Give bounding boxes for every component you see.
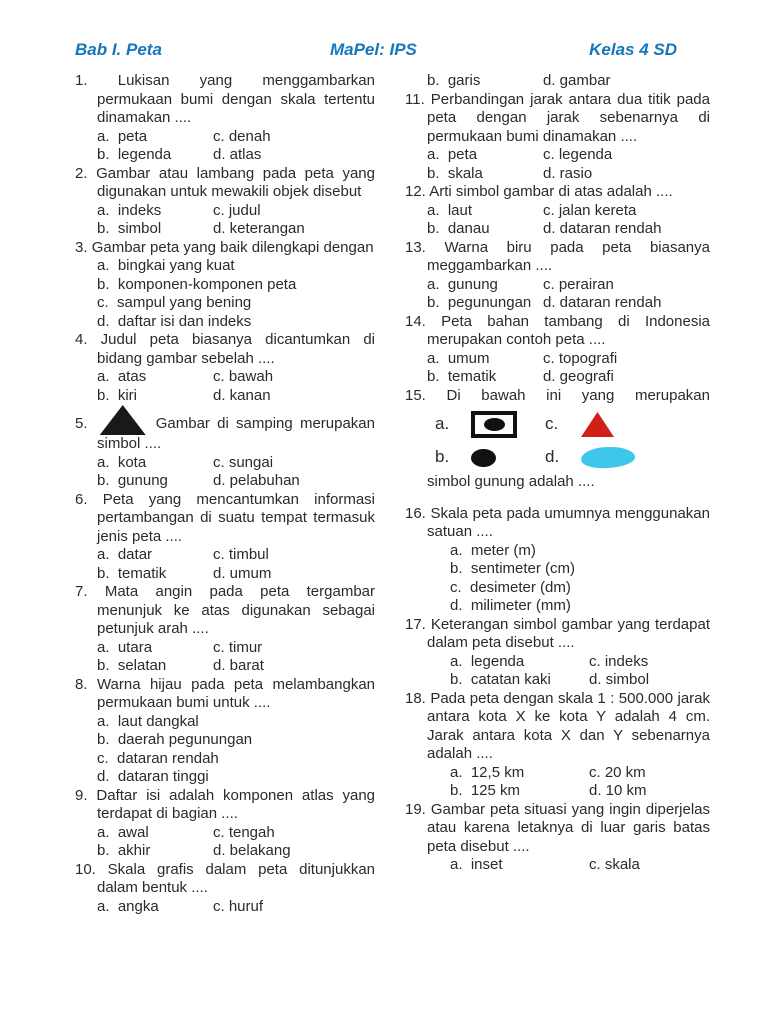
option-c: c. timbul (213, 546, 269, 563)
symbol-option-label: c. (545, 414, 559, 434)
question-after-text: simbol gunung adalah .... (427, 473, 595, 490)
question-number: 1. (75, 72, 88, 89)
option-d: d. dataran rendah (543, 294, 662, 311)
option-a: a. umum (427, 349, 490, 367)
question-number: 15. (405, 386, 426, 404)
option-b: b. gunung (97, 472, 168, 489)
question-6 (75, 491, 375, 584)
question-14 (405, 313, 710, 387)
option-b: b. tematik (97, 564, 167, 582)
question-text (405, 689, 710, 764)
option-row (97, 639, 375, 658)
question-15 (405, 387, 710, 492)
question-2 (75, 165, 375, 239)
question-body: Gambar peta yang baik dilengkapi dengan (91, 238, 374, 256)
question-number: 2. (75, 164, 88, 182)
option-b: b. sentimeter (cm) (450, 560, 576, 577)
option-d: d. pelabuhan (213, 472, 300, 489)
option-row (450, 856, 710, 875)
question-text (75, 405, 375, 454)
question-number: 6. (75, 490, 88, 508)
question-number: 19. (405, 800, 426, 818)
question-11 (405, 91, 710, 184)
option-b: b. kiri (97, 386, 138, 404)
option-row (450, 764, 710, 783)
question-body: Skala grafis dalam peta ditunjukkan dalam bentuk .... (97, 860, 376, 896)
option-a: a. angka (97, 897, 159, 915)
question-number: 5. (75, 415, 88, 432)
option-row (450, 579, 710, 598)
option-a: a. inset (450, 856, 503, 873)
option-row (97, 257, 375, 276)
question-17 (405, 616, 710, 690)
option-d: d. barat (213, 657, 264, 674)
question-body: Skala peta pada umumnya menggunakan satuan .... (427, 504, 710, 540)
option-d: d. rasio (543, 164, 593, 182)
option-b: b. selatan (97, 657, 167, 674)
question-12 (405, 183, 710, 239)
question-number: 9. (75, 786, 88, 804)
question-body: Daftar isi adalah komponen atlas yang terdapat di bagian .... (96, 786, 376, 822)
question-text (405, 615, 710, 653)
question-text (405, 504, 710, 542)
question-number: 3. (75, 238, 88, 256)
question-16 (405, 505, 710, 616)
option-a: a. bingkai yang kuat (97, 257, 235, 274)
option-row (97, 731, 375, 750)
option-row (97, 387, 375, 406)
option-a: a. awal (97, 823, 149, 841)
question-body: Warna hijau pada peta melambangkan permukaan bumi untuk .... (96, 675, 376, 711)
option-c: c. perairan (543, 275, 614, 293)
option-row (427, 350, 710, 369)
column-left (75, 72, 375, 916)
option-b: b. simbol (97, 220, 162, 237)
question-body: Mata angin pada peta tergambar menunjuk ke atas digunakan sebagai petunjuk arah .... (97, 583, 375, 637)
question-body: Warna biru pada peta biasanya meggambarkan .... (427, 238, 710, 274)
option-d: d. gambar (543, 72, 611, 89)
option-b: b. tematik (427, 368, 497, 385)
question-text (75, 860, 376, 898)
option-row (97, 750, 375, 769)
question-text (75, 72, 375, 128)
option-d: d. dataran rendah (543, 220, 662, 237)
symbol-option-label: a. (435, 414, 450, 434)
option-d: d. 10 km (589, 782, 647, 799)
question-number: 7. (75, 583, 88, 600)
question-5 (75, 405, 375, 491)
option-row (97, 454, 375, 473)
option-row (97, 313, 375, 332)
option-a: a. utara (97, 638, 153, 656)
option-row (427, 294, 710, 313)
question-number: 14. (405, 312, 426, 330)
question-9 (75, 787, 375, 861)
question-number: 4. (75, 331, 88, 348)
question-columns (75, 72, 768, 916)
option-b: b. akhir (97, 842, 151, 859)
option-b: b. pegunungan (427, 294, 532, 311)
question-body: Lukisan yang menggambarkan permukaan bumi dengan skala tertentu dinamakan .... (97, 72, 375, 126)
option-row (97, 294, 375, 313)
question-body: Peta yang mencantumkan informasi pertambangan di suatu tempat termasuk jenis peta .... (97, 490, 375, 545)
option-row (97, 768, 375, 787)
option-row (450, 671, 710, 690)
question-text (405, 90, 710, 147)
option-row (97, 276, 375, 295)
option-b: b. legenda (97, 146, 172, 163)
question-text (405, 183, 710, 202)
question-10 (75, 861, 375, 917)
option-c: c. sampul yang bening (97, 294, 252, 311)
option-a: a. peta (427, 146, 478, 163)
symbol-option-label: d. (545, 447, 560, 467)
option-b: b. danau (427, 220, 490, 237)
oval-icon (484, 418, 505, 431)
option-a: a. peta (97, 127, 148, 145)
option-c: c. denah (213, 127, 271, 145)
option-d: d. atlas (213, 146, 262, 163)
option-c: c. legenda (543, 146, 613, 163)
question-text (405, 238, 710, 276)
option-row (97, 202, 375, 221)
option-c: c. 20 km (589, 763, 646, 781)
question-7 (75, 583, 375, 676)
option-row (97, 146, 375, 165)
option-c: c. skala (589, 856, 640, 873)
option-row (97, 657, 375, 676)
question-text (75, 583, 375, 639)
question-18 (405, 690, 710, 801)
option-c: c. bawah (213, 368, 274, 385)
option-row (97, 128, 375, 147)
option-d: d. daftar isi dan indeks (97, 312, 252, 330)
option-a: a. meter (m) (450, 541, 536, 559)
option-b: b. skala (427, 164, 483, 182)
subject-title: MaPel: IPS (329, 40, 417, 59)
question-continuation (405, 72, 710, 91)
question-text (75, 675, 376, 713)
mountain-triangle-symbol (100, 405, 146, 435)
option-row (427, 202, 710, 221)
option-row (97, 220, 375, 239)
option-c: c. sungai (213, 453, 274, 471)
symbol-option-label: b. (435, 447, 450, 467)
option-row (427, 72, 710, 91)
option-row (450, 782, 710, 801)
option-a: a. indeks (97, 201, 162, 219)
option-row (427, 165, 710, 184)
option-row (97, 824, 375, 843)
question-body: Gambar peta situasi yang ingin diperjelas atau karena letaknya di luar garis batas peta disebut .... (427, 800, 711, 855)
question-text (405, 312, 710, 350)
question-text (75, 238, 375, 258)
option-a: a. laut (427, 201, 473, 219)
question-number: 8. (75, 675, 88, 693)
option-c: c. indeks (589, 652, 649, 670)
question-text (75, 164, 375, 202)
question-body: Arti simbol gambar di atas adalah .... (429, 183, 673, 200)
rect-oval-symbol (471, 411, 517, 438)
option-d: d. milimeter (mm) (450, 597, 571, 614)
black-oval-symbol (471, 449, 496, 467)
option-row (450, 542, 710, 561)
option-a: a. 12,5 km (450, 763, 525, 781)
option-b: b. komponen-komponen peta (97, 275, 297, 293)
question-8 (75, 676, 375, 787)
question-body: Keterangan simbol gambar yang terdapat dalam peta disebut .... (427, 615, 710, 651)
option-row (450, 597, 710, 616)
option-d: d. simbol (589, 671, 650, 688)
option-d: d. geografi (543, 368, 614, 385)
option-row (97, 842, 375, 861)
option-c: c. jalan kereta (543, 201, 637, 219)
option-b: b. daerah pegunungan (97, 731, 253, 748)
option-row (97, 368, 375, 387)
question-number: 12. (405, 183, 426, 200)
option-row (97, 546, 375, 565)
option-row (427, 276, 710, 295)
question-body: Perbandingan jarak antara dua titik pada peta dengan jarak sebenarnya di permukaan bumi dinamakan .... (427, 90, 710, 145)
question-text (405, 386, 710, 406)
option-d: d. keterangan (213, 220, 305, 237)
symbol-options-grid (435, 411, 710, 468)
option-c: c. timur (213, 638, 263, 656)
option-c: c. desimeter (dm) (450, 578, 571, 596)
grade-title: Kelas 4 SD (589, 40, 677, 59)
option-c: c. judul (213, 201, 261, 219)
option-row (427, 368, 710, 387)
question-body: Peta bahan tambang di Indonesia merupakan contoh peta .... (427, 312, 710, 348)
option-c: c. tengah (213, 823, 275, 841)
option-c: c. huruf (213, 897, 264, 915)
question-1 (75, 72, 375, 165)
question-number: 18. (405, 689, 426, 707)
option-row (97, 472, 375, 491)
question-text (75, 331, 375, 368)
question-body: Judul peta biasanya dicantumkan di bidang gambar sebelah .... (97, 331, 375, 367)
option-d: d. dataran tinggi (97, 768, 209, 785)
page-header (75, 40, 710, 62)
option-row (97, 898, 375, 917)
option-c: c. dataran rendah (97, 749, 219, 767)
option-row (450, 653, 710, 672)
option-d: d. kanan (213, 386, 271, 404)
option-row (427, 146, 710, 165)
option-b: b. garis (427, 72, 481, 89)
option-c: c. topografi (543, 349, 618, 367)
option-a: a. gunung (427, 275, 498, 293)
column-right (405, 72, 710, 916)
question-text (405, 800, 711, 857)
question-4 (75, 331, 375, 405)
option-b: b. 125 km (450, 782, 521, 799)
question-body: Gambar atau lambang pada peta yang digunakan untuk mewakili objek disebut (96, 164, 375, 200)
option-d: d. umum (213, 564, 272, 582)
question-number: 13. (405, 238, 426, 256)
option-a: a. kota (97, 453, 147, 471)
question-number: 17. (405, 615, 426, 633)
question-number: 16. (405, 504, 426, 522)
option-a: a. datar (97, 546, 153, 563)
option-row (450, 560, 710, 579)
option-a: a. laut dangkal (97, 712, 199, 730)
option-row (97, 713, 375, 732)
red-triangle-symbol (581, 412, 614, 437)
question-body: Gambar di samping merupakan simbol .... (97, 415, 375, 452)
question-3 (75, 239, 375, 332)
question-text (75, 786, 376, 824)
question-number: 10. (75, 860, 96, 878)
question-body: Di bawah ini yang merupakan (446, 386, 710, 404)
question-body: Pada peta dengan skala 1 : 500.000 jarak antara kota X ke kota Y adalah 4 cm. Jarak antara kota X dan Y sebenarnya adalah .... (427, 689, 710, 762)
chapter-title: Bab I. Peta (75, 40, 162, 59)
option-row (427, 220, 710, 239)
question-text (75, 490, 375, 547)
cyan-lake-symbol (580, 445, 635, 470)
option-b: b. catatan kaki (450, 671, 551, 688)
question-number: 11. (405, 90, 425, 108)
option-row (97, 565, 375, 584)
option-a: a. legenda (450, 652, 525, 670)
option-a: a. atas (97, 368, 147, 385)
option-d: d. belakang (213, 842, 291, 859)
question-13 (405, 239, 710, 313)
question-19 (405, 801, 710, 875)
